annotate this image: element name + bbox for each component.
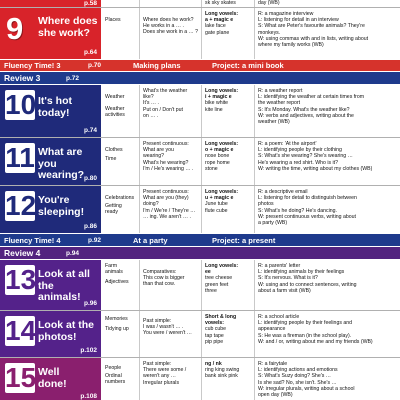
unit-12-title-cell [0, 186, 102, 233]
fluency-time-4-project: Project: a present [212, 235, 276, 245]
unit-10-number: 10 [5, 89, 37, 120]
unit-9-grammar: Where does he work? He works in a … . Does she work in a … ? [140, 8, 202, 59]
unit-11-skills: R: a poem: 'At the airport' L: identifying people by their clothing S: What's she wearing? She's wearing … He's wearing a red shirt. Who is it? W: writing the time, writing about my clothes (WB) [258, 141, 373, 172]
unit-10-vocabulary: Weather Weather activities [102, 85, 140, 137]
unit-14-title-cell [0, 311, 102, 357]
unit-12-title: You're sleeping! [38, 194, 85, 218]
unit-13-number: 13 [5, 264, 37, 295]
unit-14-title: Look at the photos! [38, 319, 95, 343]
unit-12-phonics: Long vowels: u + magic e June tube flute cube [202, 186, 255, 233]
unit-14-skills: R: a school article L: identifying people by their feelings and appearance S: He was a fireman (in the school play). W: and / or, writing about me and my friends (WB) [258, 314, 373, 345]
fluency-time-4-topic: At a party [133, 235, 168, 245]
unit-9-vocabulary: Places [102, 8, 140, 59]
unit-11-title-cell [0, 138, 102, 185]
unit-10-title-cell [0, 85, 102, 137]
unit-14-page: p.102 [80, 347, 97, 354]
unit-13-vocabulary: Farm animals Adjectives [102, 260, 140, 310]
unit-15-vocabulary: People Ordinal numbers [102, 358, 140, 400]
unit-15-grammar: Past simple: There were some / weren't any … Irregular plurals [140, 358, 202, 400]
unit-8-phonics: sk sky skates [205, 0, 236, 6]
unit-12-grammar: Present continuous: What are you (they) doing? I'm / We're / They're … … ing. We aren't … . [140, 186, 202, 233]
unit-13-row [0, 260, 400, 310]
unit-13-page: p.96 [83, 300, 97, 307]
unit-9-phonics: Long vowels: a + magic e lake face gate plane [202, 8, 255, 59]
review-4-label: Review 4 [4, 248, 41, 258]
review-3-band [0, 72, 400, 84]
fluency-time-3-page: p.70 [88, 62, 102, 69]
unit-15-page: p.108 [80, 393, 97, 400]
unit-12-number: 12 [5, 190, 37, 221]
unit-14-grammar: Past simple: I was / wasn't … . You were / weren't … [140, 311, 202, 357]
unit-11-page: p.80 [83, 175, 97, 182]
fluency-time-4-page: p.92 [88, 236, 102, 244]
unit-11-row [0, 138, 400, 185]
unit-14-phonics: Short & long vowels: cub cube tap tape pip pipe [202, 311, 255, 357]
unit-15-title: Well done! [38, 366, 67, 390]
unit-12-row [0, 186, 400, 233]
fluency-time-3-label: Fluency Time! 3 [4, 61, 61, 70]
unit-9-page: p.64 [83, 49, 97, 56]
unit-10-page: p.74 [83, 127, 97, 134]
unit-13-title: Look at all the animals! [38, 268, 90, 303]
unit-9-title: Where does she work? [38, 15, 98, 39]
fluency-time-4-band [0, 234, 400, 246]
unit-15-skills: R: a fairytale L: identifying actions and emotions S: What's Suzy doing? She's … Is she sad? No, she isn't. She's … W: irregular plurals, writing about a school open day (WB) [258, 361, 355, 399]
fluency-time-3-project: Project: a mini book [212, 61, 284, 70]
unit-9-title-cell [0, 8, 102, 59]
unit-12-page: p.86 [83, 223, 97, 230]
unit-15-number: 15 [5, 362, 37, 393]
unit-11-phonics: Long vowels: o + magic e nose bone rope home stone [202, 138, 255, 185]
unit-9-row [0, 8, 400, 59]
unit-9-skills: R: a magazine interview L: listening for detail in an interview S: What are Peter's favourite animals? They're monkeys. W: using commas with and in lists, writing about where my family works (WB) [258, 11, 369, 49]
unit-10-title: It's hot today! [38, 95, 72, 119]
unit-11-title: What are you wearing? [38, 146, 85, 181]
unit-14-row [0, 311, 400, 357]
unit-10-row [0, 85, 400, 137]
fluency-time-4-label: Fluency Time! 4 [4, 235, 61, 245]
unit-12-vocabulary: Celebrations Getting ready [102, 186, 140, 233]
unit-8-strip [0, 0, 400, 7]
unit-14-vocabulary: Memories Tidying up [102, 311, 140, 357]
unit-15-title-cell [0, 358, 102, 400]
unit-13-grammar: Comparatives: This cow is bigger than that cow. [140, 260, 202, 310]
unit-8-page: p.58 [83, 0, 97, 7]
unit-11-number: 11 [5, 142, 35, 173]
unit-11-grammar: Present continuous: What are you wearing? What's he wearing? I'm / He's wearing … . [140, 138, 202, 185]
review-3-page: p.72 [66, 74, 80, 82]
review-4-page: p.94 [66, 249, 80, 257]
fluency-time-3-band [0, 60, 400, 71]
unit-12-skills: R: a descriptive email L: listening for detail to distinguish between photos S: What's he doing? He's dancing. W: present continuous verbs, writing about a party (WB) [258, 189, 357, 227]
unit-8-title-cell [0, 0, 102, 7]
unit-8-skills: day (WB) [258, 0, 280, 6]
unit-14-number: 14 [5, 315, 37, 346]
unit-11-vocabulary: Clothes Time [102, 138, 140, 185]
unit-13-phonics: Long vowels: ee tree cheese green feet three [202, 260, 255, 310]
unit-10-grammar: What's the weather like? It's … . Put on / Don't put on … . [140, 85, 202, 137]
review-4-band [0, 247, 400, 259]
unit-9-number: 9 [6, 11, 24, 46]
unit-15-row [0, 358, 400, 400]
fluency-time-3-topic: Making plans [133, 61, 181, 70]
review-3-label: Review 3 [4, 73, 41, 83]
unit-10-phonics: Long vowels: i + magic e bike white kite line [202, 85, 255, 137]
unit-15-phonics: ng / nk ring king swing bank sink pink [202, 358, 255, 400]
unit-10-skills: R: a weather report L: identifying the weather at certain times from the weather report S: It's Monday. What's the weather like? W: verbs and adjectives, writing about the weather (WB) [258, 88, 365, 126]
unit-13-skills: R: a parents' letter L: identifying animals by their feelings S: It's nervous. What is it? W: using and to connect sentences, writing about a farm visit (WB) [258, 263, 357, 294]
unit-13-title-cell [0, 260, 102, 310]
